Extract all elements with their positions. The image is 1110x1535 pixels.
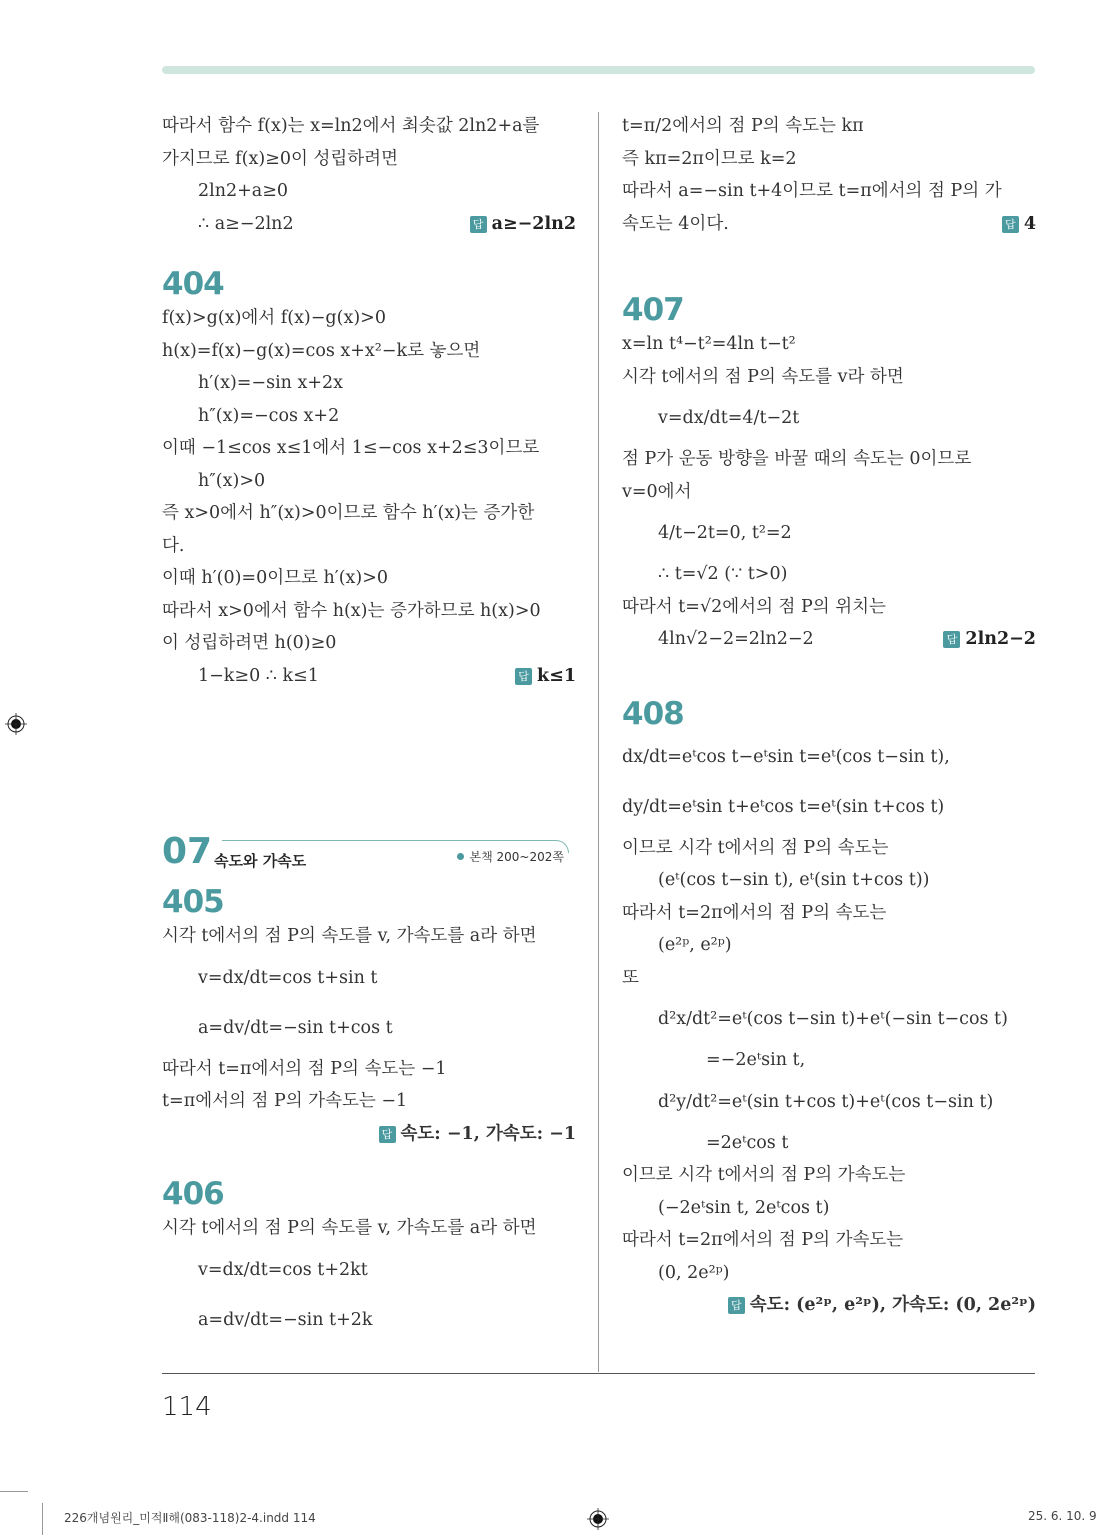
text-line: 이므로 시각 t에서의 점 P의 가속도는 [622,1165,906,1185]
equation-line: 4/t−2t=0, t²=2 [658,523,792,543]
text-line: t=π/2에서의 점 P의 속도는 kπ [622,116,864,136]
text-line: v=0에서 [622,481,692,502]
problem-number-404: 404 [162,266,224,302]
answer-badge-icon: 답 [470,216,487,233]
equation-line: d²x/dt²=eᵗ(cos t−sin t)+eᵗ(−sin t−cos t) [658,1009,1008,1029]
text-line: 점 P가 운동 방향을 바꿀 때의 속도는 0이므로 [622,449,972,469]
answer-value: 속도: (e²ᵖ, e²ᵖ), 가속도: (0, 2e²ᵖ) [749,1295,1036,1315]
section-ref-text: 본책 200~202쪽 [469,850,564,864]
text-line: 시각 t에서의 점 P의 속도를 v, 가속도를 a라 하면 [162,1218,537,1238]
equation-line: a=dv/dt=−sin t+2k [198,1309,373,1330]
text-line: 이때 h′(0)=0이므로 h′(x)>0 [162,568,389,588]
answer-row [162,660,576,693]
answer-value: a≥−2ln2 [491,213,576,234]
problem-number-407: 407 [622,292,684,328]
problem-number-408: 408 [622,695,684,732]
text-line: 따라서 a=−sin t+4이므로 t=π에서의 점 P의 가 [622,181,1002,201]
equation-line: v=dx/dt=cos t+sin t [198,967,378,988]
problem-number-405: 405 [162,884,224,920]
text-line: 따라서 t=π에서의 점 P의 속도는 −1 [162,1058,447,1079]
text-line: (−2eᵗsin t, 2eᵗcos t) [658,1197,830,1218]
text-line: (0, 2e²ᵖ) [658,1262,730,1283]
answer-badge-icon: 답 [943,631,960,648]
header-bar [162,66,1035,74]
text-line: 따라서 함수 f(x)는 x=ln2에서 최솟값 2ln2+a를 [162,116,540,136]
left-column-lower [162,884,576,1345]
text-line: 즉 kπ=2π이므로 k=2 [622,148,797,169]
answer-badge-icon: 답 [379,1126,396,1143]
text-line: h″(x)>0 [198,470,266,491]
text-line: t=π에서의 점 P의 가속도는 −1 [162,1091,408,1111]
footer-filename: 226개념원리_미적Ⅱ해(083-118)2-4.indd 114 [64,1511,316,1525]
crop-mark [42,1503,43,1535]
text-line: 1−k≥0 ∴ k≤1 [198,665,319,686]
page-number: 114 [162,1392,212,1422]
text-line: 따라서 t=2π에서의 점 P의 가속도는 [622,1230,904,1250]
section-number: 07 [162,831,213,872]
text-line: 시각 t에서의 점 P의 속도를 v라 하면 [622,366,904,387]
registration-mark-icon [5,713,27,735]
answer-row [622,208,1036,241]
left-column [162,110,576,692]
answer-badge-icon: 답 [1002,216,1019,233]
text-line: 이 성립하려면 h(0)≥0 [162,633,337,653]
text-line: 이므로 시각 t에서의 점 P의 속도는 [622,837,889,858]
equation-line: =−2eᵗsin t, [706,1050,806,1070]
text-line: h(x)=f(x)−g(x)=cos x+x²−k로 놓으면 [162,340,481,361]
answer-badge-icon: 답 [515,668,532,685]
text-line: 이때 −1≤cos x≤1에서 1≤−cos x+2≤3이므로 [162,438,540,458]
equation-line: dy/dt=eᵗsin t+eᵗcos t=eᵗ(sin t+cos t) [622,796,945,817]
answer-row [162,208,576,241]
answer-value: 2ln2−2 [965,629,1036,649]
right-column [622,110,1036,1322]
equation-line: a=dv/dt=−sin t+cos t [198,1017,393,1038]
text-line: 4ln√2−2=2ln2−2 [658,629,814,649]
answer-row [622,623,1036,656]
text-line: 따라서 t=√2에서의 점 P의 위치는 [622,596,886,617]
answer [622,1289,1036,1322]
text-line: 다. [162,535,185,556]
text-line: x=ln t⁴−t²=4ln t−t² [622,334,796,354]
column-divider [598,112,599,1372]
footer-date: 25. 6. 10. 9 [1028,1509,1097,1523]
text-line: 따라서 x>0에서 함수 h(x)는 증가하므로 h(x)>0 [162,600,541,621]
crop-mark [0,1491,28,1492]
answer-value: k≤1 [537,665,576,686]
section-reference [457,848,564,865]
text-line: 즉 x>0에서 h″(x)>0이므로 함수 h′(x)는 증가한 [162,503,535,523]
problem-number-406: 406 [162,1176,224,1212]
text-line: 또 [622,967,639,988]
text-line: 따라서 t=2π에서의 점 P의 속도는 [622,902,887,923]
text-line: ∴ t=√2 (∵ t>0) [658,564,788,584]
text-line: ∴ a≥−2ln2 [198,213,294,234]
equation-line: v=dx/dt=4/t−2t [658,408,800,428]
bottom-rule [162,1373,1035,1374]
answer-badge-icon: 답 [728,1297,745,1314]
section-title: 속도와 가속도 [214,852,307,870]
equation-line: d²y/dt²=eᵗ(sin t+cos t)+eᵗ(cos t−sin t) [658,1091,994,1112]
answer-value: 4 [1023,213,1036,234]
answer [162,1118,576,1151]
equation-line: v=dx/dt=cos t+2kt [198,1259,368,1280]
text-line: 속도는 4이다. [622,213,729,234]
answer [515,660,576,693]
text-line: h″(x)=−cos x+2 [198,405,340,426]
answer [943,623,1036,656]
section-header [162,831,576,872]
equation-line: =2eᵗcos t [706,1132,789,1153]
text-line: 2ln2+a≥0 [198,181,289,201]
text-line: (e²ᵖ, e²ᵖ) [658,935,732,955]
text-line: 시각 t에서의 점 P의 속도를 v, 가속도를 a라 하면 [162,926,537,946]
registration-mark-icon [587,1508,609,1530]
answer [1002,208,1036,241]
answer-value: 속도: −1, 가속도: −1 [400,1123,576,1144]
text-line: 가지므로 f(x)≥0이 성립하려면 [162,148,398,169]
bullet-icon [457,853,464,860]
answer [470,208,576,241]
equation-line: dx/dt=eᵗcos t−eᵗsin t=eᵗ(cos t−sin t), [622,746,950,767]
text-line: f(x)>g(x)에서 f(x)−g(x)>0 [162,308,386,328]
text-line: (eᵗ(cos t−sin t), eᵗ(sin t+cos t)) [658,870,930,890]
text-line: h′(x)=−sin x+2x [198,373,344,393]
